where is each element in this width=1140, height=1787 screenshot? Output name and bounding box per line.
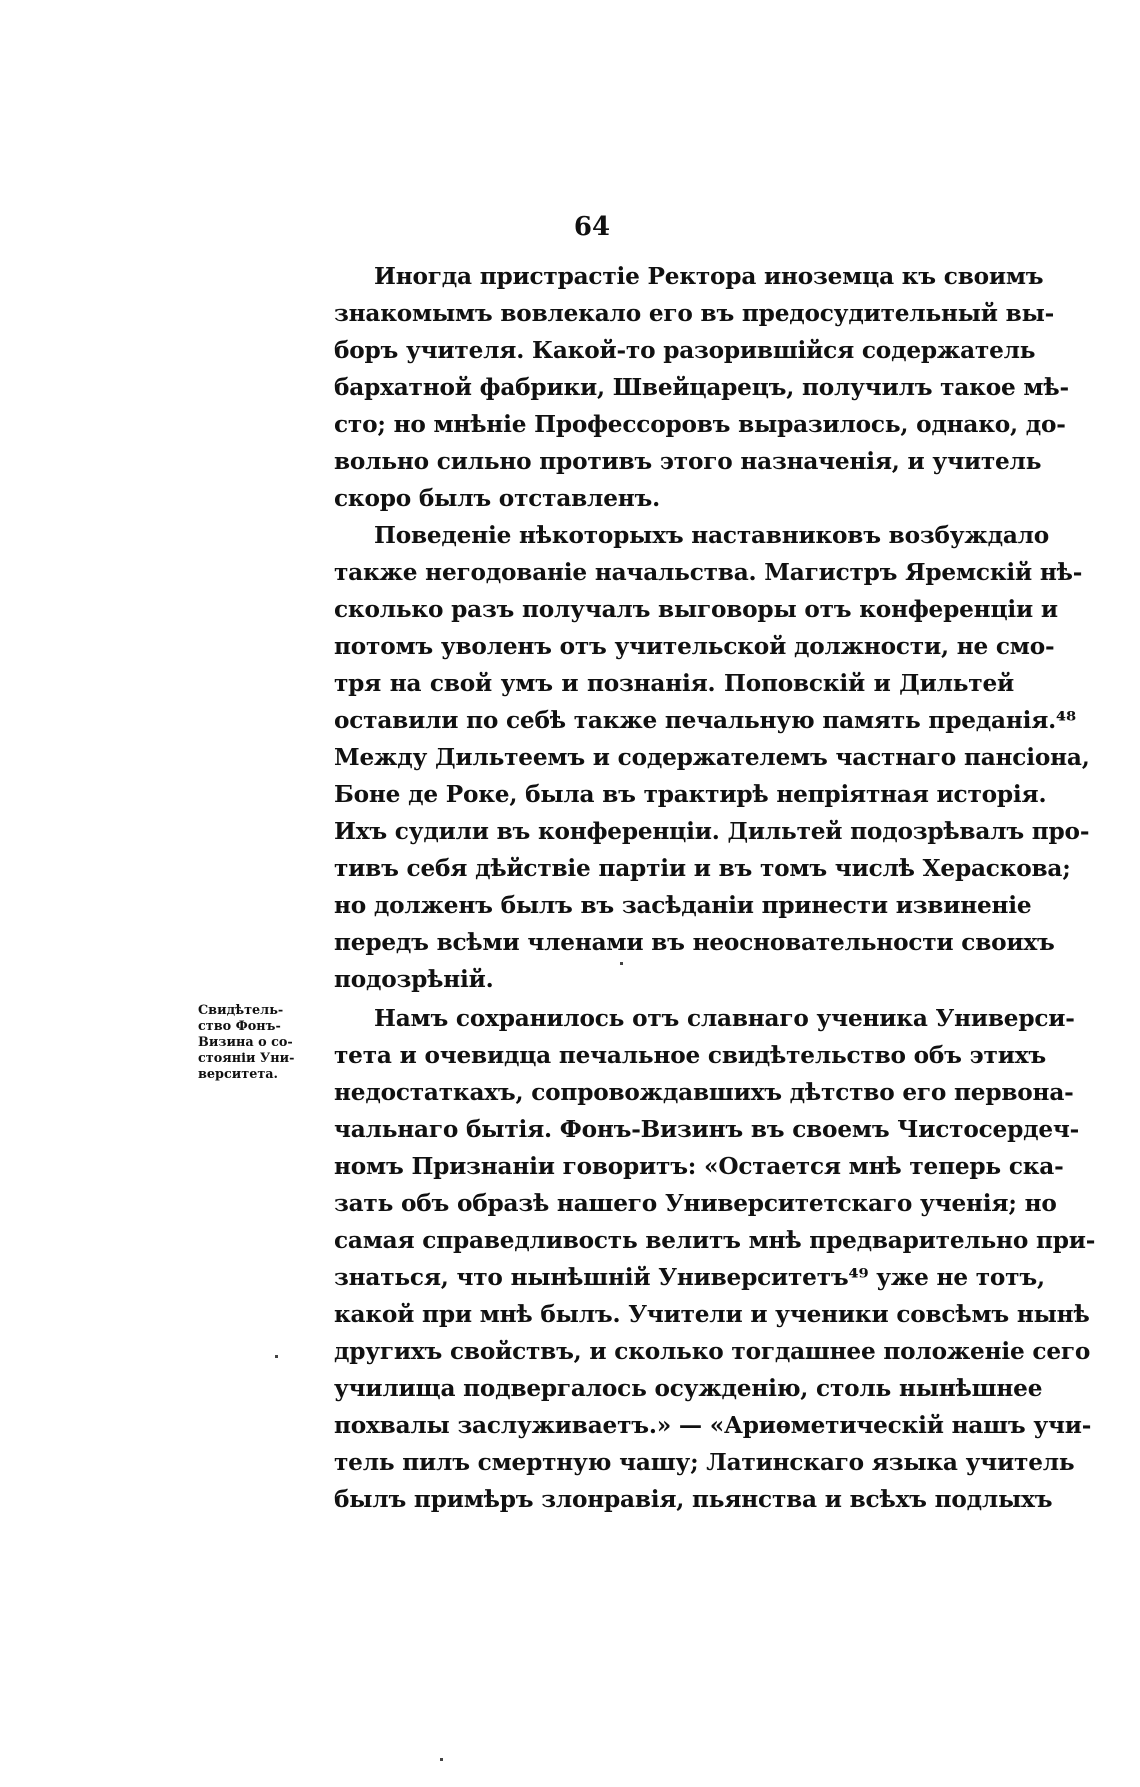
text-line: знаться, что нынѣшній Университетъ⁴⁹ уже не тотъ, (334, 1264, 1045, 1291)
text-line: похвалы заслуживаетъ.» — «Ариѳметическій нашъ учи- (334, 1412, 1092, 1439)
text-line: но долженъ былъ въ засѣданіи принести извиненіе (334, 892, 1032, 919)
text-line: тивъ себя дѣйствіе партіи и въ томъ числѣ Хераскова; (334, 855, 1071, 882)
text-line: Иногда пристрастіе Ректора иноземца къ своимъ (374, 263, 1044, 290)
main-text-lower (334, 1000, 1096, 1518)
text-line: скоро былъ отставленъ. (334, 485, 660, 512)
scan-speck (440, 1758, 443, 1761)
text-line: чальнаго бытія. Фонъ-Визинъ въ своемъ Чистосердеч- (334, 1116, 1080, 1143)
text-line: самая справедливость велитъ мнѣ предварительно при- (334, 1227, 1096, 1254)
margin-note (198, 1003, 334, 1083)
text-line: тря на свой умъ и познанія. Поповскій и Дильтей (334, 670, 1014, 697)
main-text-upper (334, 258, 1090, 998)
margin-note-line: верситета. (198, 1067, 279, 1082)
text-line: училища подвергалось осужденію, столь нынѣшнее (334, 1375, 1043, 1402)
text-line: оставили по себѣ также печальную память преданія.⁴⁸ (334, 707, 1076, 734)
margin-note-line: стояніи Уни- (198, 1051, 295, 1066)
text-line: недостаткахъ, сопровождавшихъ дѣтство его первона- (334, 1079, 1074, 1106)
text-line: какой при мнѣ былъ. Учители и ученики совсѣмъ нынѣ (334, 1301, 1090, 1328)
text-line: номъ Признаніи говоритъ: «Остается мнѣ теперь ска- (334, 1153, 1064, 1180)
text-line: Боне де Роке, была въ трактирѣ непріятная исторія. (334, 781, 1047, 808)
text-line: также негодованіе начальства. Магистръ Яремскій нѣ- (334, 559, 1083, 586)
text-line: бархатной фабрики, Швейцарецъ, получилъ такое мѣ- (334, 374, 1069, 401)
text-line: вольно сильно противъ этого назначенія, и учитель (334, 448, 1042, 475)
text-line: зать объ образѣ нашего Университетскаго ученія; но (334, 1190, 1057, 1217)
text-line: Между Дильтеемъ и содержателемъ частнаго пансіона, (334, 744, 1090, 771)
text-line: сто; но мнѣніе Профессоровъ выразилось, однако, до- (334, 411, 1066, 438)
text-line: знакомымъ вовлекало его въ предосудительный вы- (334, 300, 1055, 327)
paragraph-1 (334, 258, 1069, 517)
text-line: сколько разъ получалъ выговоры отъ конференціи и (334, 596, 1058, 623)
text-line: тета и очевидца печальное свидѣтельство объ этихъ (334, 1042, 1046, 1069)
text-line: боръ учителя. Какой-то разорившійся содержатель (334, 337, 1036, 364)
margin-note-line: ство Фонъ- (198, 1019, 281, 1034)
text-line: подозрѣній. (334, 966, 494, 993)
margin-note-line: Визина о со- (198, 1035, 293, 1050)
page-number: 64 (573, 212, 611, 242)
text-line: другихъ свойствъ, и сколько тогдашнее положеніе сего (334, 1338, 1091, 1365)
text-line: передъ всѣми членами въ неосновательности своихъ (334, 929, 1055, 956)
text-line: Поведеніе нѣкоторыхъ наставниковъ возбуждало (374, 522, 1050, 549)
scan-speck (620, 962, 623, 965)
paragraph-2 (334, 517, 1090, 998)
scan-speck (275, 1355, 278, 1358)
text-line: былъ примѣръ злонравія, пьянства и всѣхъ подлыхъ (334, 1486, 1053, 1513)
text-line: тель пилъ смертную чашу; Латинскаго языка учитель (334, 1449, 1075, 1476)
margin-note-line: Свидѣтель- (198, 1003, 284, 1018)
text-line: Ихъ судили въ конференціи. Дильтей подозрѣвалъ про- (334, 818, 1090, 845)
text-line: Намъ сохранилось отъ славнаго ученика Универси- (374, 1005, 1075, 1032)
paragraph-3 (334, 1000, 1096, 1518)
text-line: потомъ уволенъ отъ учительской должности, не смо- (334, 633, 1055, 660)
